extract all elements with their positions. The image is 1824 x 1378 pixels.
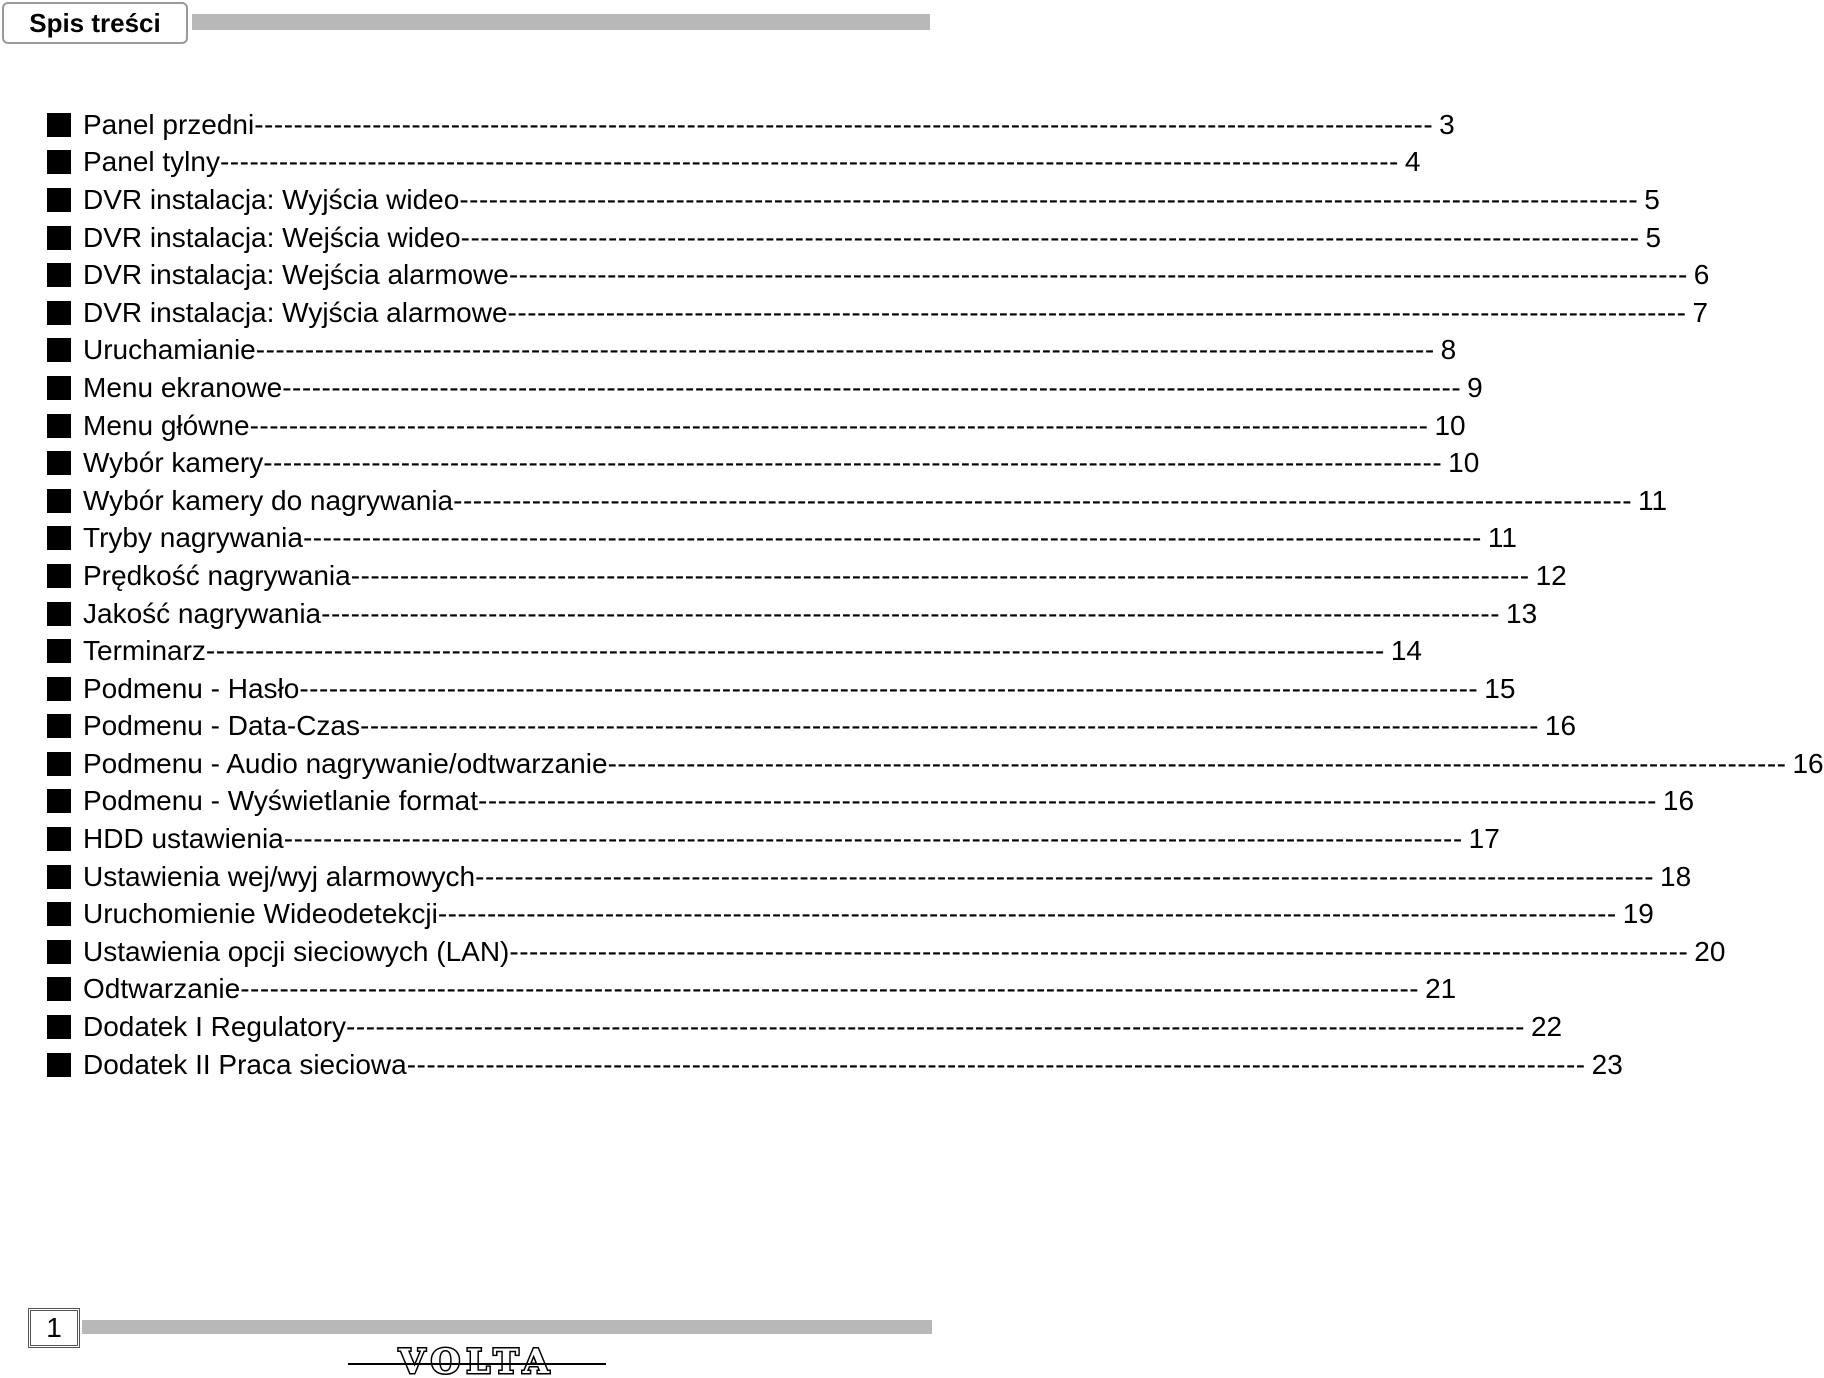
dot-leader: ------------------------------------------------------------------------------------------------------------------------ <box>219 146 1399 178</box>
square-bullet-icon <box>47 564 71 588</box>
toc-entry-page: 23 <box>1591 1048 1623 1080</box>
footer-rule <box>82 1320 932 1334</box>
square-bullet-icon <box>47 526 71 550</box>
square-bullet-icon <box>47 150 71 174</box>
toc-entry-page: 5 <box>1644 183 1660 215</box>
square-bullet-icon <box>47 113 71 137</box>
toc-entry[interactable] <box>47 971 1457 1009</box>
toc-entry[interactable] <box>47 144 1421 182</box>
dot-leader: ------------------------------------------------------------------------------------------------------------------------ <box>406 1048 1586 1080</box>
section-title-tab <box>2 2 188 44</box>
toc-entry-page: 12 <box>1535 559 1567 591</box>
square-bullet-icon <box>47 1015 71 1039</box>
toc-entry-title: Podmenu - Data-Czas <box>83 710 361 742</box>
volta-logo <box>348 1342 606 1378</box>
square-bullet-icon <box>47 376 71 400</box>
toc-entry[interactable] <box>47 294 1709 332</box>
toc-entry-title: DVR instalacja: Wyjścia wideo <box>83 183 460 215</box>
dot-leader: ------------------------------------------------------------------------------------------------------------------------ <box>263 447 1443 479</box>
toc-entry-title: Ustawienia wej/wyj alarmowych <box>83 860 476 892</box>
toc-entry[interactable] <box>47 181 1660 219</box>
dot-leader: ------------------------------------------------------------------------------------------------------------------------ <box>283 823 1463 855</box>
toc-entry-title: Podmenu - Audio nagrywanie/odtwarzanie <box>83 747 608 779</box>
square-bullet-icon <box>47 902 71 926</box>
toc-entry[interactable] <box>47 783 1695 821</box>
dot-leader: ------------------------------------------------------------------------------------------------------------------------ <box>240 973 1420 1005</box>
toc-entry-title: Jakość nagrywania <box>83 597 322 629</box>
square-bullet-icon <box>47 677 71 701</box>
toc-entry[interactable] <box>47 1008 1563 1046</box>
toc-entry[interactable] <box>47 895 1654 933</box>
square-bullet-icon <box>47 263 71 287</box>
dot-leader: ------------------------------------------------------------------------------------------------------------------------ <box>437 898 1617 930</box>
square-bullet-icon <box>47 226 71 250</box>
toc-entry-title: Menu ekranowe <box>83 371 283 403</box>
toc-entry-page: 7 <box>1692 296 1709 328</box>
toc-entry-title: Wybór kamery do nagrywania <box>83 484 454 516</box>
square-bullet-icon <box>47 752 71 776</box>
dot-leader: ------------------------------------------------------------------------------------------------------------------------ <box>346 1011 1525 1043</box>
square-bullet-icon <box>47 940 71 964</box>
toc-entry-page: 13 <box>1506 597 1538 629</box>
toc-entry-page: 9 <box>1467 371 1483 403</box>
toc-entry-page: 10 <box>1448 447 1480 479</box>
toc-entry[interactable] <box>47 557 1567 595</box>
toc-entry-title: Ustawienia opcji sieciowych (LAN) <box>83 935 510 967</box>
toc-entry-title: Podmenu - Wyświetlanie format <box>83 785 479 817</box>
square-bullet-icon <box>47 865 71 889</box>
toc-entry-title: Wybór kamery <box>83 447 264 479</box>
toc-entry-page: 18 <box>1660 860 1692 892</box>
toc-entry-page: 10 <box>1434 409 1466 441</box>
square-bullet-icon <box>47 414 71 438</box>
dot-leader: ------------------------------------------------------------------------------------------------------------------------ <box>321 597 1501 629</box>
toc-entry[interactable] <box>47 745 1824 783</box>
square-bullet-icon <box>47 338 71 362</box>
dot-leader: ------------------------------------------------------------------------------------------------------------------------ <box>350 559 1530 591</box>
toc-entry-page: 5 <box>1645 221 1662 253</box>
toc-entry[interactable] <box>47 820 1500 858</box>
square-bullet-icon <box>47 977 71 1001</box>
square-bullet-icon <box>47 602 71 626</box>
toc-entry[interactable] <box>47 256 1710 294</box>
toc-entry-page: 17 <box>1468 823 1500 855</box>
toc-entry[interactable] <box>47 858 1692 896</box>
toc-entry-page: 20 <box>1694 935 1726 967</box>
dot-leader: ------------------------------------------------------------------------------------------------------------------------ <box>607 747 1787 779</box>
dot-leader: ------------------------------------------------------------------------------------------------------------------------ <box>478 785 1657 817</box>
toc-entry-title: Menu główne <box>83 409 250 441</box>
toc-entry-title: Tryby nagrywania <box>83 522 303 554</box>
dot-leader: ------------------------------------------------------------------------------------------------------------------------ <box>453 484 1633 516</box>
toc-entry-page: 16 <box>1662 785 1695 817</box>
page-title: Spis treści <box>29 7 161 38</box>
toc-entry-title: Prędkość nagrywania <box>83 559 351 591</box>
square-bullet-icon <box>47 789 71 813</box>
toc-entry-page: 21 <box>1425 973 1457 1005</box>
toc-entry-page: 16 <box>1792 747 1824 779</box>
toc-entry[interactable] <box>47 482 1668 520</box>
dot-leader: ------------------------------------------------------------------------------------------------------------------------ <box>509 935 1689 967</box>
square-bullet-icon <box>47 301 71 325</box>
toc-entry[interactable] <box>47 520 1517 558</box>
toc-entry-title: Dodatek I Regulatory <box>83 1011 347 1043</box>
dot-leader: ------------------------------------------------------------------------------------------------------------------------ <box>255 334 1435 366</box>
dot-leader: ------------------------------------------------------------------------------------------------------------------------ <box>460 221 1640 253</box>
toc-entry-title: Terminarz <box>83 635 206 667</box>
logo-text: VOLTA <box>398 1342 556 1378</box>
toc-entry[interactable] <box>47 444 1480 482</box>
square-bullet-icon <box>47 639 71 663</box>
toc-entry-page: 6 <box>1693 259 1710 291</box>
toc-entry-title: Panel przedni <box>83 108 255 140</box>
toc-entry-page: 22 <box>1530 1011 1563 1043</box>
toc-entry[interactable] <box>47 106 1455 144</box>
page-number: 1 <box>28 1308 80 1348</box>
toc-entry-title: Uruchamianie <box>83 334 256 366</box>
square-bullet-icon <box>47 451 71 475</box>
toc-entry[interactable] <box>47 632 1422 670</box>
dot-leader: ------------------------------------------------------------------------------------------------------------------------ <box>508 259 1688 291</box>
toc-entry-page: 15 <box>1484 672 1516 704</box>
dot-leader: ------------------------------------------------------------------------------------------------------------------------ <box>249 409 1429 441</box>
toc-entry-page: 11 <box>1487 522 1517 554</box>
dot-leader: ------------------------------------------------------------------------------------------------------------------------ <box>302 522 1482 554</box>
dot-leader: ------------------------------------------------------------------------------------------------------------------------ <box>360 710 1539 742</box>
toc-entry[interactable] <box>47 332 1457 370</box>
toc-entry-page: 3 <box>1439 108 1455 140</box>
toc-entry-title: Podmenu - Hasło <box>83 672 300 704</box>
toc-entry-title: Odtwarzanie <box>83 973 241 1005</box>
square-bullet-icon <box>47 188 71 212</box>
square-bullet-icon <box>47 714 71 738</box>
toc-entry[interactable] <box>47 708 1577 746</box>
toc-entry-title: Uruchomienie Wideodetekcji <box>83 898 438 930</box>
toc-entry-page: 8 <box>1440 334 1457 366</box>
toc-entry-page: 11 <box>1638 484 1668 516</box>
toc-entry-title: Panel tylny <box>83 146 220 178</box>
dot-leader: ------------------------------------------------------------------------------------------------------------------------ <box>475 860 1655 892</box>
square-bullet-icon <box>47 489 71 513</box>
toc-entry[interactable] <box>47 933 1726 971</box>
dot-leader: ------------------------------------------------------------------------------------------------------------------------ <box>507 296 1687 328</box>
dot-leader: ------------------------------------------------------------------------------------------------------------------------ <box>299 672 1479 704</box>
toc-entry[interactable] <box>47 369 1483 407</box>
toc-entry-title: DVR instalacja: Wyjścia alarmowe <box>83 296 508 328</box>
toc-entry-page: 4 <box>1404 146 1421 178</box>
toc-entry-page: 14 <box>1390 635 1422 667</box>
toc-entry[interactable] <box>47 1046 1623 1084</box>
dot-leader: ------------------------------------------------------------------------------------------------------------------------ <box>282 371 1462 403</box>
dot-leader: ------------------------------------------------------------------------------------------------------------------------ <box>205 635 1385 667</box>
dot-leader: ------------------------------------------------------------------------------------------------------------------------ <box>459 183 1639 215</box>
toc-entry[interactable] <box>47 407 1466 445</box>
header-rule <box>192 14 930 30</box>
toc-entry[interactable] <box>47 595 1538 633</box>
toc-entry-page: 19 <box>1622 898 1654 930</box>
toc-entry-title: HDD ustawienia <box>83 823 284 855</box>
table-of-contents <box>47 106 1824 1083</box>
toc-entry-page: 16 <box>1544 710 1577 742</box>
toc-entry-title: DVR instalacja: Wejścia wideo <box>83 221 461 253</box>
square-bullet-icon <box>47 827 71 851</box>
toc-entry-title: Dodatek II Praca sieciowa <box>83 1048 407 1080</box>
toc-entry[interactable] <box>47 219 1662 257</box>
toc-entry[interactable] <box>47 670 1516 708</box>
toc-entry-title: DVR instalacja: Wejścia alarmowe <box>83 259 509 291</box>
square-bullet-icon <box>47 1053 71 1077</box>
dot-leader: ------------------------------------------------------------------------------------------------------------------------ <box>254 108 1434 140</box>
